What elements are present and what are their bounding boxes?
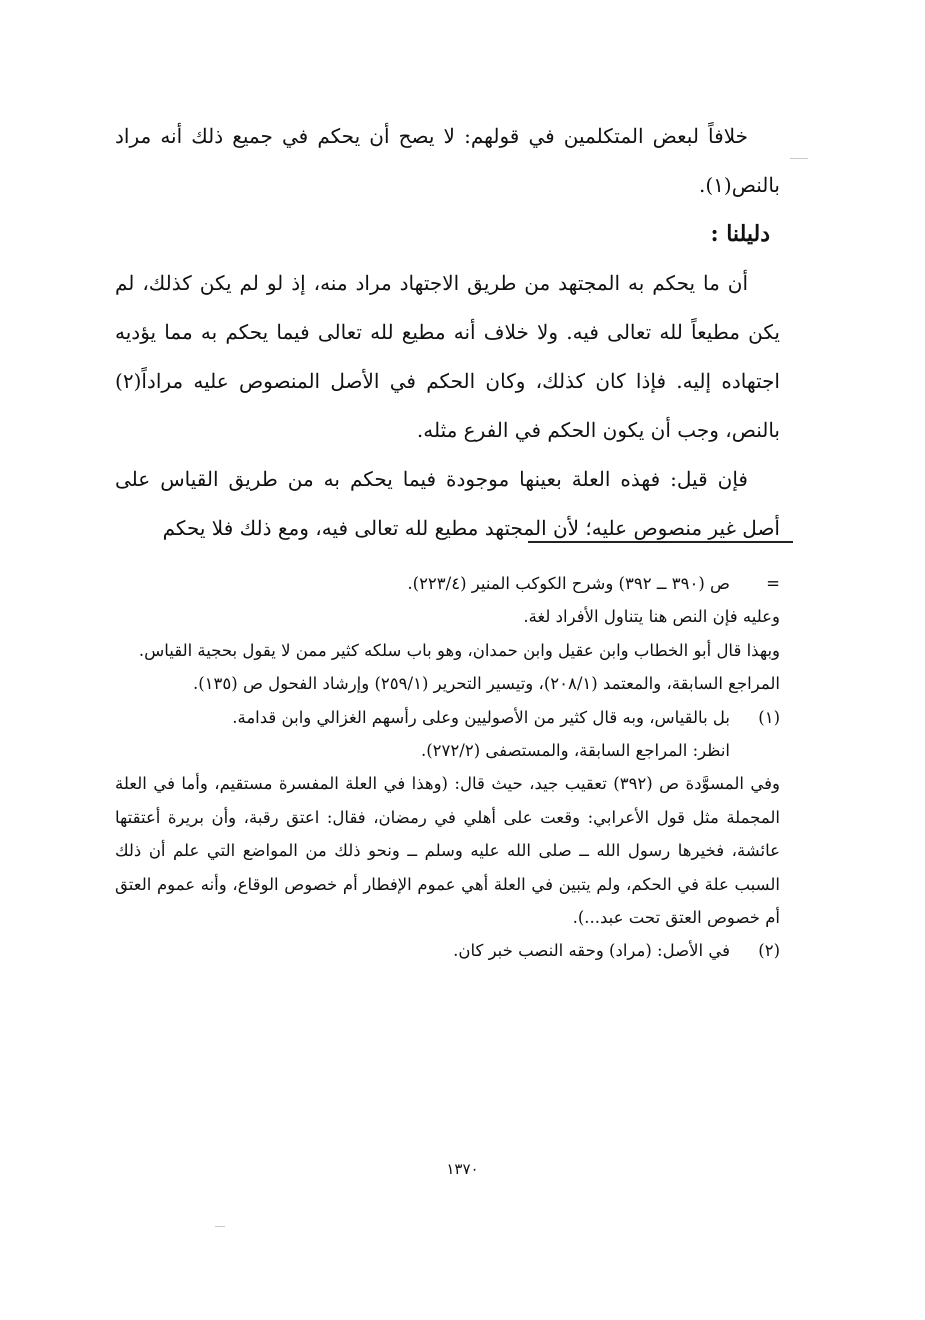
footnote-divider <box>528 541 793 543</box>
footnote-line: بل بالقياس، وبه قال كثير من الأصوليين وعلى رأسهم الغزالي وابن قدامة. <box>232 707 730 727</box>
section-heading: دليلنا : <box>710 221 770 247</box>
footnote-line: وبهذا قال أبو الخطاب وابن عقيل وابن حمدان، وهو باب سلكه كثير ممن لا يقول بحجية القياس. <box>138 640 780 660</box>
footnote-text <box>115 567 730 600</box>
footnote-continuation-mark: = <box>766 574 780 593</box>
footnote-1 <box>115 701 780 768</box>
main-text <box>115 112 780 553</box>
footnote-line: في الأصل: (مراد) وحقه النصب خبر كان. <box>453 941 730 961</box>
footnote-2-mark: (٢) <box>758 941 780 961</box>
page-number: ١٣٧٠ <box>446 1160 479 1178</box>
footnote-text <box>115 934 730 967</box>
footnote-line: وعليه فإن النص هنا يتناول الأفراد لغة. <box>523 607 780 627</box>
footnote-line: وفي المسوَّدة ص (٣٩٢) تعقيب جيد، حيث قال: (وهذا في العلة المفسرة مستقيم، وأما في العلة المجملة مثل قول الأعرابي: وقعت على أهلي في رمضان، فقال: اعتق رقبة، وأن بريرة أعتقتها عائشة، فخيرها رسول الله ــ صلى الله عليه وسلم ــ ونحو ذلك من المواضع التي علم أن ذلك السبب علة في الحكم، ولم يتبين في العلة أهي عموم الإفطار أم خصوص الوقاع، وأنه عموم العتق أم خصوص العتق تحت عبد...). <box>115 774 780 928</box>
footnote-1-mark: (١) <box>758 707 780 727</box>
footnote-text <box>115 701 730 768</box>
footnote-2 <box>115 934 780 967</box>
footnotes <box>115 567 780 968</box>
footnote-line: ص (٣٩٠ ــ ٣٩٢) وشرح الكوكب المنير (٢٢٣/٤). <box>407 574 730 593</box>
margin-mark <box>790 158 808 159</box>
footnote-line: المراجع السابقة، والمعتمد (٢٠٨/١)، وتيسير التحرير (٢٥٩/١) وإرشاد الفحول ص (١٣٥). <box>192 674 780 694</box>
paragraph-3: فإن قيل: فهذه العلة بعينها موجودة فيما يحكم به من طريق القياس على أصل غير منصوص عليه؛ لأن المجتهد مطيع لله تعالى فيه، ومع ذلك فلا يحكم <box>115 467 780 540</box>
paragraph-2: أن ما يحكم به المجتهد من طريق الاجتهاد مراد منه، إذ لو لم يكن كذلك، لم يكن مطيعاً لله تعالى فيه. ولا خلاف أنه مطيع لله تعالى فيما يحكم به مما يؤديه اجتهاده إليه. فإذا كان كذلك، وكان الحكم في الأصل المنصوص عليه مراداً(٢) بالنص، وجب أن يكون الحكم في الفرع مثله. <box>115 271 780 442</box>
paragraph-1: خلافاً لبعض المتكلمين في قولهم: لا يصح أن يحكم في جميع ذلك أنه مراد بالنص(١). <box>115 124 780 197</box>
footnote-line: انظر: المراجع السابقة، والمستصفى (٢٧٢/٢). <box>420 741 730 761</box>
scan-speck <box>215 1226 225 1227</box>
footnote-continued <box>115 567 780 600</box>
